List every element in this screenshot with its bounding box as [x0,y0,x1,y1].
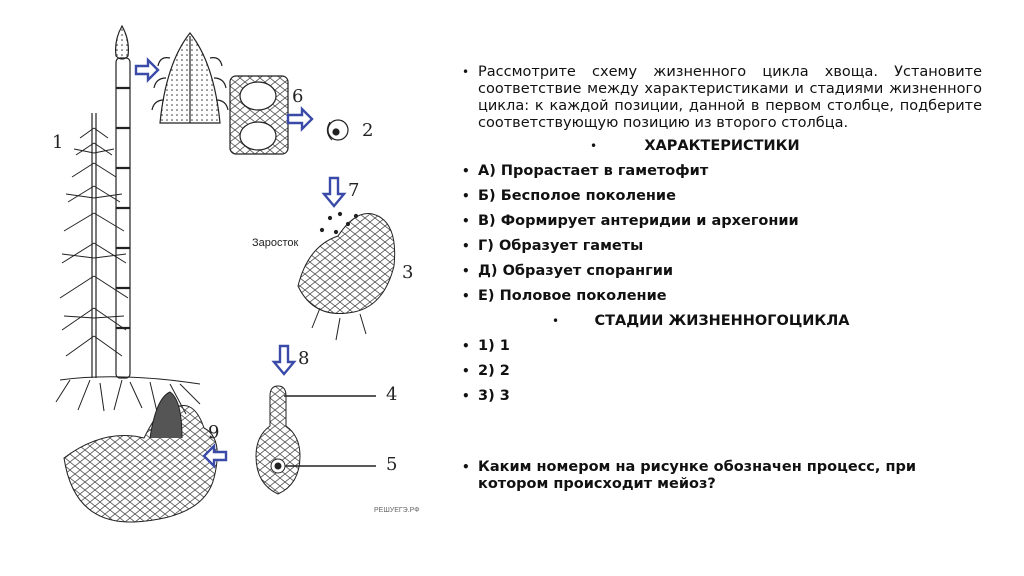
item-text: Образует спорангии [502,263,674,279]
characteristic-item-b [462,188,982,205]
bullet: • [462,389,470,403]
intro-paragraph [462,64,982,132]
item-text: Бесполое поколение [500,188,676,204]
task-text-panel [462,64,982,501]
characteristic-item-d [462,263,982,280]
item-text: Прорастает в гаметофит [500,163,709,179]
bullet: • [462,65,470,79]
stages-heading-text: СТАДИИ ЖИЗНЕННОГОЦИКЛА [594,313,850,329]
item-text: Половое поколение [499,288,667,304]
stage-item-2 [462,363,982,380]
vegetative-shoot-drawing [60,113,128,378]
figure-label-8: 8 [298,348,310,369]
bullet: • [552,314,560,328]
spore-drawing [327,120,348,140]
prothallus-drawing [298,212,395,340]
characteristic-item-v [462,213,982,230]
young-sporophyte-drawing [64,392,220,522]
bullet: • [590,139,598,153]
figure-label-7: 7 [348,180,360,201]
zarostok-label: Заросток [252,237,299,249]
figure-label-3: 3 [402,262,414,283]
item-letter: Б) [478,188,496,204]
characteristic-item-g [462,238,982,255]
item-letter: А) [478,163,496,179]
question-text: Каким номером на рисунке обозначен процесс, при котором происходит мейоз? [478,459,917,492]
intro-text: Рассмотрите схему жизненного цикла хвоща. Установите соответствие между характеристиками и стадиями жизненного цикла: к каждой позиции, данной в первом столбце, подберите соответствующую позицию из второго столбца. [478,64,982,131]
item-letter: Е) [478,288,495,304]
item-letter: Г) [478,238,494,254]
item-letter: В) [478,213,496,229]
stage-num: 1) [478,338,495,354]
stages-heading [462,313,982,330]
stage-num: 3) [478,388,495,404]
bullet: • [462,460,470,474]
bullet: • [462,239,470,253]
bullet: • [462,264,470,278]
figure-label-9: 9 [208,422,220,443]
stage-text: 1 [499,338,510,354]
strobilus-section-drawing [152,33,228,123]
figure-label-6: 6 [292,86,304,107]
stage-text: 2 [499,363,510,379]
item-text: Формирует антеридии и архегонии [500,213,799,229]
bullet: • [462,364,470,378]
characteristics-heading [462,138,982,155]
stage-item-1 [462,338,982,355]
generative-shoot-drawing [116,26,130,378]
horsetail-life-cycle-figure [30,18,450,548]
figure-label-2: 2 [362,120,374,141]
bullet: • [462,214,470,228]
archegonium-drawing [256,386,376,494]
stage-item-3 [462,388,982,405]
bullet: • [462,289,470,303]
stage-num: 2) [478,363,495,379]
figure-label-4: 4 [386,384,398,405]
stage-text: 3 [499,388,510,404]
watermark: РЕШУЕГЭ.РФ [374,507,420,514]
bullet: • [462,164,470,178]
characteristic-item-e [462,288,982,305]
bullet: • [462,339,470,353]
question-item [462,459,982,493]
item-text: Образует гаметы [498,238,644,254]
sporangia-drawing [230,76,288,154]
characteristic-item-a [462,163,982,180]
item-letter: Д) [478,263,498,279]
figure-label-1: 1 [52,132,64,153]
figure-label-5: 5 [386,454,398,475]
bullet: • [462,189,470,203]
characteristics-heading-text: ХАРАКТЕРИСТИКИ [644,138,800,154]
